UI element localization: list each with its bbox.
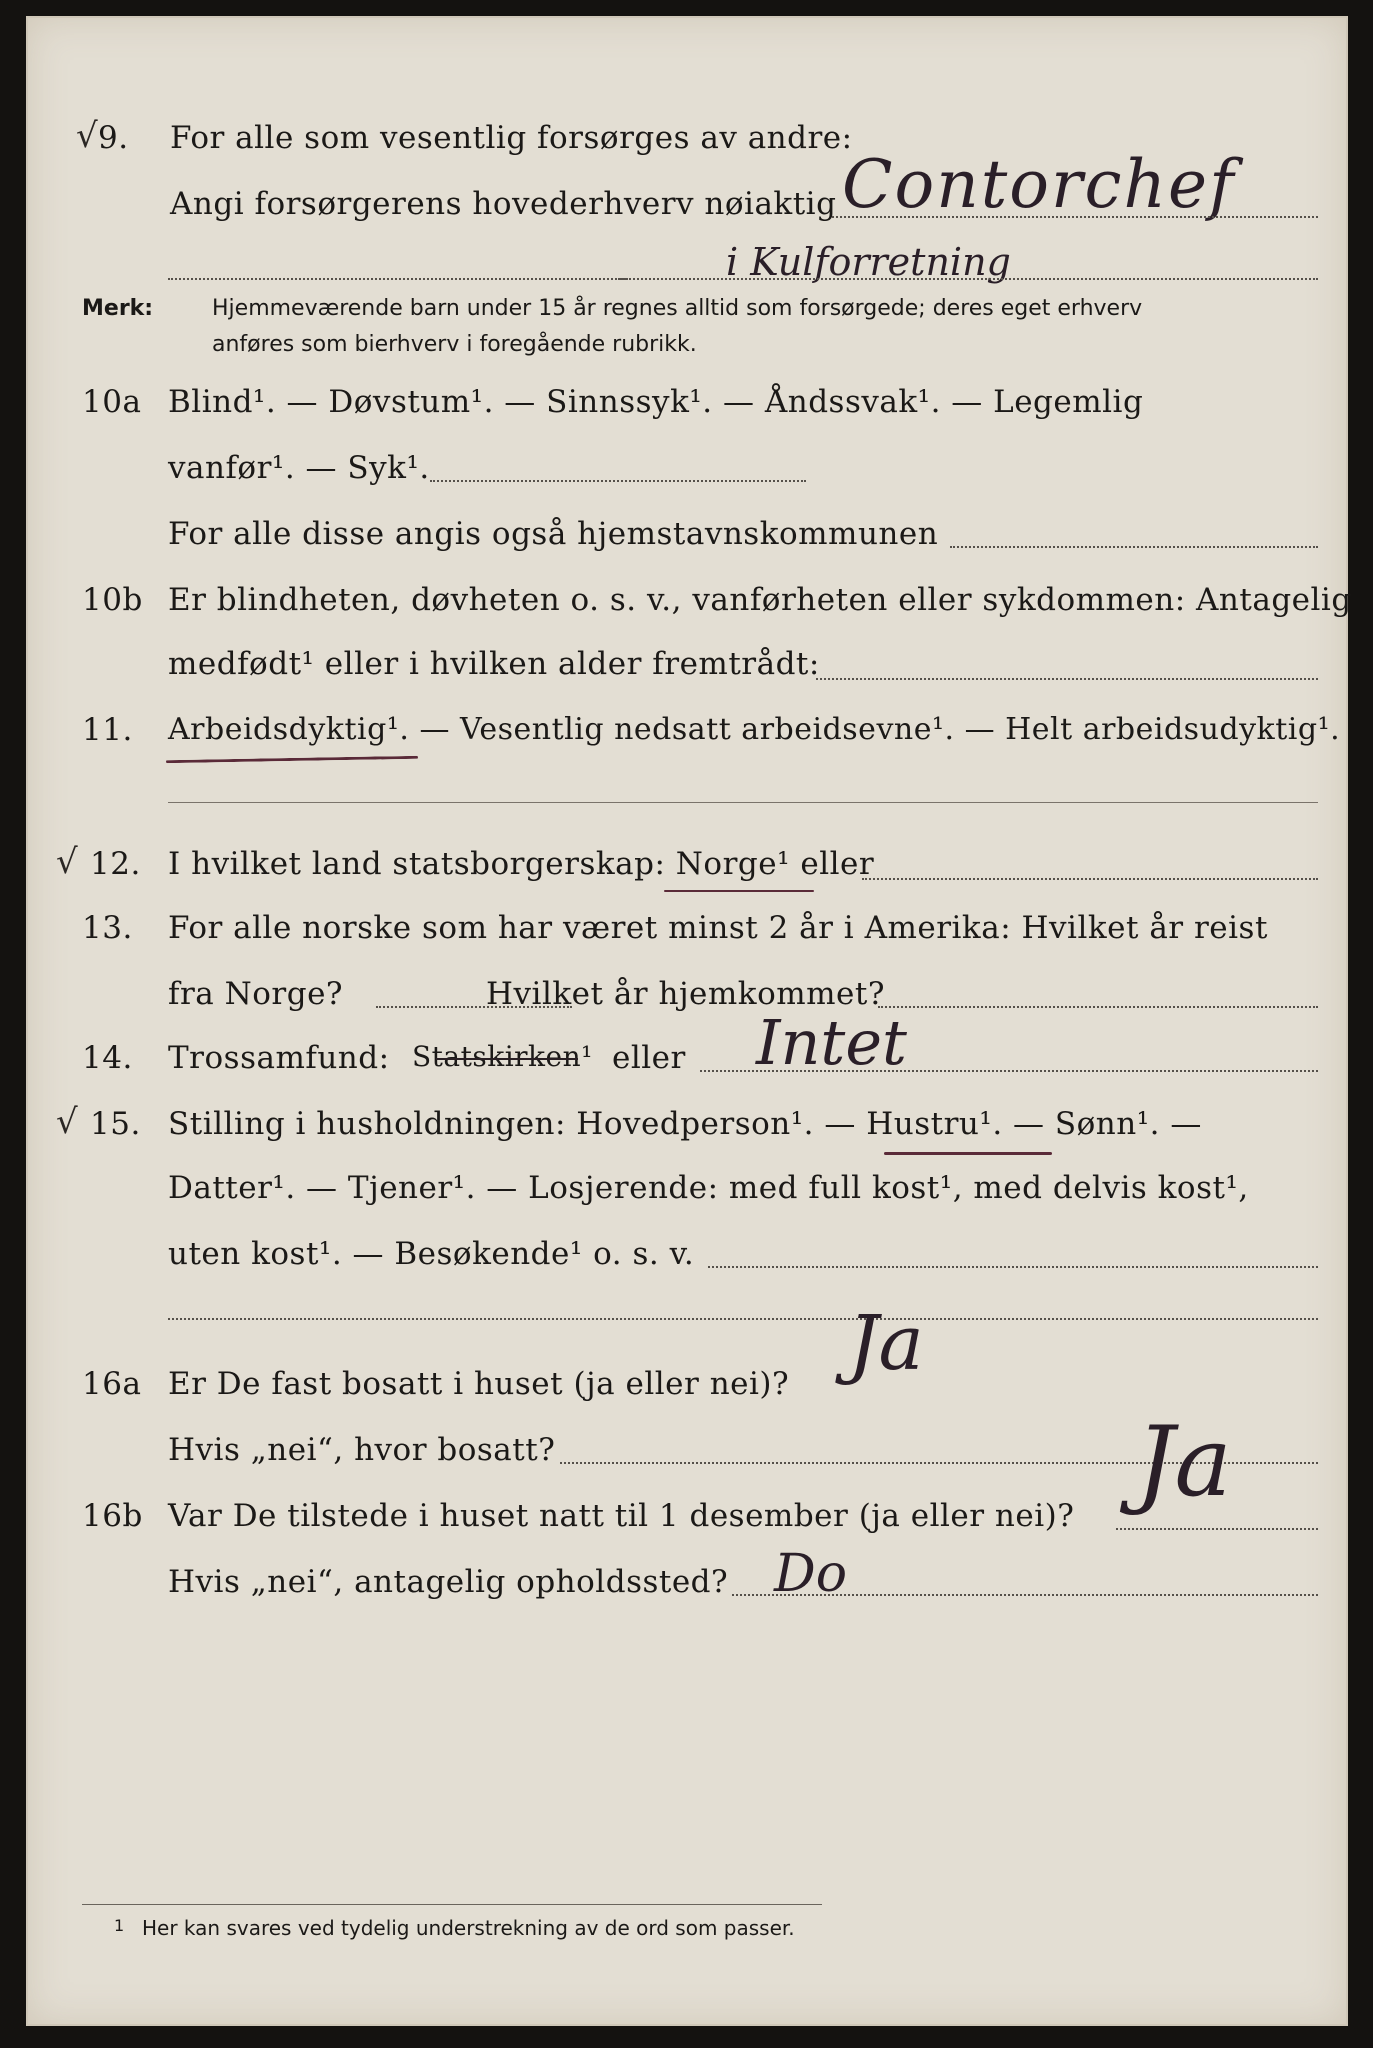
question-10a-number: 10a (82, 384, 142, 420)
question-13-text-2b: Hvilket år hjemkommet? (486, 976, 885, 1012)
answer-line-16b-1 (1116, 1528, 1318, 1530)
question-12-number: 12. (90, 846, 141, 882)
question-9-text-1: For alle som vesentlig forsørges av andre: (170, 120, 853, 156)
question-15-number: 15. (90, 1106, 141, 1142)
question-15-text-3: uten kost¹. — Besøkende¹ o. s. v. (168, 1236, 695, 1272)
handwriting-occupation: Contorchef (842, 146, 1236, 223)
answer-line-9b (168, 278, 628, 280)
question-10b-text-1: Er blindheten, døvheten o. s. v., vanførheten eller sykdommen: Antagelig (168, 582, 1352, 618)
underline-arbeidsdyktig (166, 756, 418, 763)
question-10a-text-3: For alle disse angis også hjemstavnskommunen (168, 516, 939, 552)
answer-line-13a (376, 1006, 572, 1008)
answer-line-13b (878, 1006, 1318, 1008)
question-14-line-1 (26, 1040, 1348, 1084)
question-10a-line-1 (26, 384, 1348, 428)
question-10a-text-2: vanfør¹. — Syk¹. (168, 450, 430, 486)
census-form-page (26, 16, 1352, 2026)
footnote-rule (82, 1904, 822, 1905)
question-13-text-2a: fra Norge? (168, 976, 344, 1012)
underline-hustru (884, 1152, 1052, 1155)
answer-line-12 (862, 878, 1318, 880)
question-13-number: 13. (82, 910, 133, 946)
answer-line-10a-2 (950, 546, 1318, 548)
merk-text-1: Hjemmeværende barn under 15 år regnes alltid som forsørgede; deres eget erhverv (212, 296, 1143, 321)
answer-line-11 (168, 802, 1318, 803)
question-11-line-1 (26, 712, 1348, 756)
answer-line-9c (618, 278, 1318, 280)
question-10b-line-2 (26, 646, 1348, 690)
question-15-text-2: Datter¹. — Tjener¹. — Losjerende: med full kost¹, med delvis kost¹, (168, 1170, 1249, 1206)
answer-line-15b (168, 1318, 1318, 1320)
underline-norge (664, 890, 814, 892)
question-15-line-2 (26, 1170, 1348, 1214)
question-14-after: eller (612, 1040, 686, 1076)
merk-text-2: anføres som bierhverv i foregående rubrikk. (212, 332, 697, 357)
question-15-line-1 (26, 1106, 1348, 1150)
question-14-number: 14. (82, 1040, 133, 1076)
question-16a-number: 16a (82, 1366, 142, 1402)
question-16a-text-2: Hvis „nei“, hvor bosatt? (168, 1432, 556, 1468)
question-16b-text-2: Hvis „nei“, antagelig opholdssted? (168, 1564, 729, 1600)
footnote-text: Her kan svares ved tydelig understrekning av de ord som passer. (142, 1916, 795, 1940)
question-10a-text-1: Blind¹. — Døvstum¹. — Sinnssyk¹. — Åndssvak¹. — Legemlig (168, 384, 1144, 420)
question-14-label: Trossamfund: (168, 1040, 390, 1076)
merk-label: Merk: (82, 296, 154, 321)
question-16b-number: 16b (82, 1498, 143, 1534)
question-15-text-1: Stilling i husholdningen: Hovedperson¹. — Hustru¹. — Sønn¹. — (168, 1106, 1202, 1142)
question-16b-text-1: Var De tilstede i huset natt til 1 desember (ja eller nei)? (168, 1498, 1075, 1534)
answer-line-15a (708, 1266, 1318, 1268)
check-mark-9: √ (76, 116, 98, 156)
question-10a-line-3 (26, 516, 1348, 560)
question-10a-line-2 (26, 450, 1348, 494)
question-16a-line-1 (26, 1366, 1348, 1410)
question-12-line-1 (26, 846, 1348, 890)
question-9-number: 9. (98, 120, 129, 156)
answer-line-16b-2 (732, 1594, 1318, 1596)
handwriting-16b-ditto: Do (774, 1544, 847, 1604)
question-16b-line-2 (26, 1564, 1348, 1608)
question-14-struck-option: Statskirken¹ (412, 1040, 593, 1073)
strike-statskirken (436, 1058, 578, 1060)
handwriting-16a-answer: Ja (848, 1298, 924, 1387)
question-15-line-3 (26, 1236, 1348, 1280)
answer-line-10b (816, 678, 1318, 680)
question-9-text-2: Angi forsørgerens hovederhverv nøiaktig (170, 186, 837, 222)
footnote-mark: 1 (114, 1916, 125, 1935)
question-11-text-1: Arbeidsdyktig¹. — Vesentlig nedsatt arbeidsevne¹. — Helt arbeidsudyktig¹. (168, 712, 1341, 747)
question-10b-line-1 (26, 582, 1352, 626)
question-10b-text-2: medfødt¹ eller i hvilken alder fremtrådt: (168, 646, 820, 682)
question-10b-number: 10b (82, 582, 143, 618)
question-9-line-2 (26, 186, 1348, 230)
handwriting-16b-answer: Ja (1136, 1406, 1232, 1518)
check-mark-12: √ (56, 842, 78, 882)
check-mark-15: √ (56, 1102, 78, 1142)
question-13-text-1: For alle norske som har været minst 2 år i Amerika: Hvilket år reist (168, 910, 1268, 946)
question-13-line-1 (26, 910, 1348, 954)
answer-line-9a (832, 216, 1318, 218)
question-11-number: 11. (82, 712, 133, 748)
answer-line-10a-1 (430, 480, 806, 482)
handwriting-occupation-2: i Kulforretning (726, 240, 1011, 284)
question-13-line-2 (26, 976, 1348, 1020)
question-16a-text-1: Er De fast bosatt i huset (ja eller nei)? (168, 1366, 790, 1402)
handwriting-religion: Intet (756, 1006, 907, 1079)
question-12-text-1: I hvilket land statsborgerskap: Norge¹ eller (168, 846, 875, 882)
